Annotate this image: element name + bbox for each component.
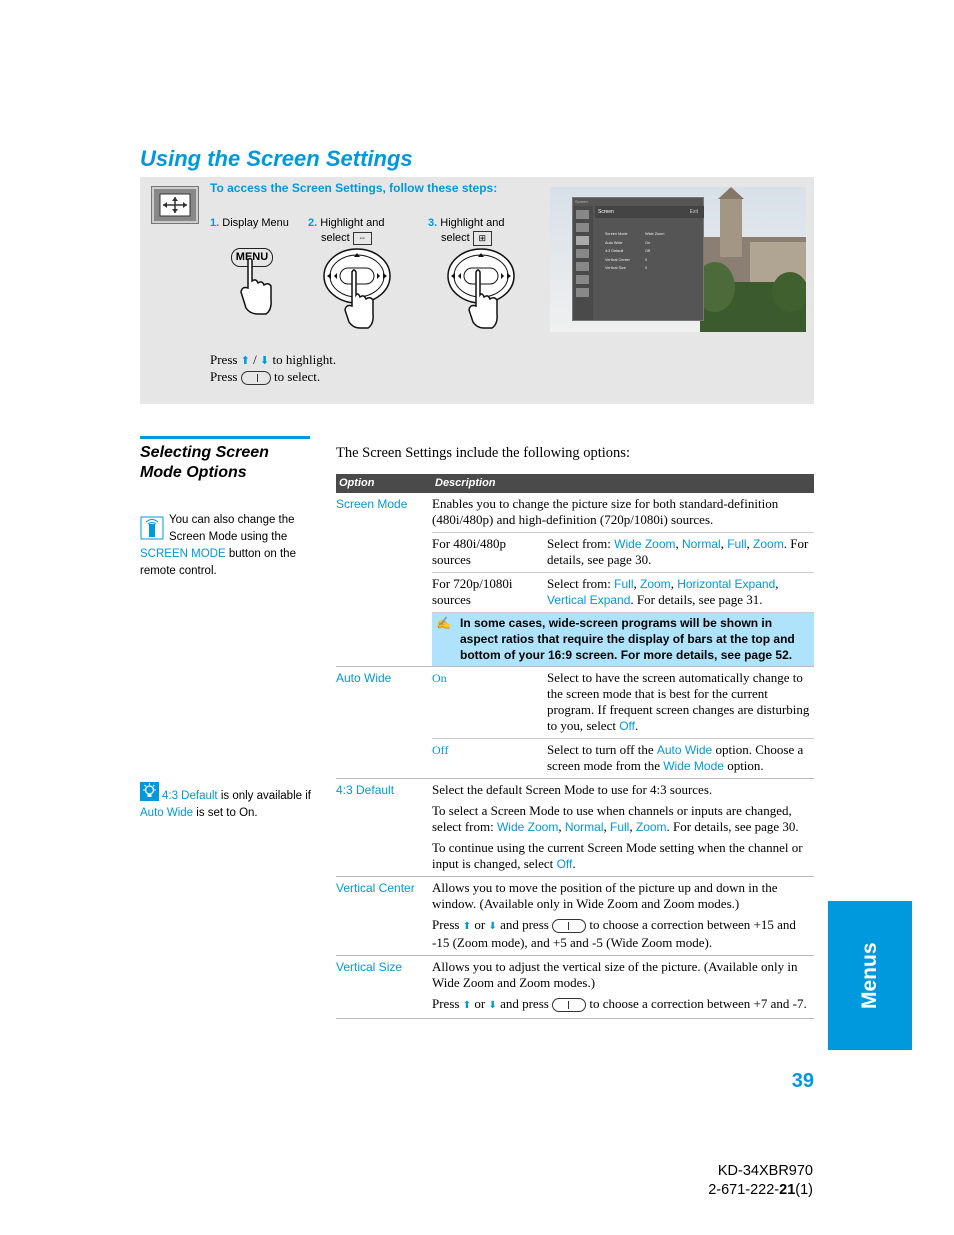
auto-wide-on-desc: Select to have the screen automatically change to the screen mode that is best for the current program. If frequent screen changes are disturbing to you, select Off. [547,667,814,739]
screen-mode-sub2-desc: Select from: Full, Zoom, Horizontal Expand, Vertical Expand. For details, see page 31. [547,573,814,613]
tv-screen-photo [550,187,806,332]
tv-menu-rows [605,230,664,273]
tv-menu-row: Screen Mode Wide Zoom [605,232,665,236]
option-screen-mode: Screen Mode [336,493,432,667]
arrow-down-icon: ⬇ [260,355,270,367]
default43-desc: Select the default Screen Mode to use for 4:3 sources. To select a Screen Mode to use when channels or inputs are changed, select from: Wide Zoom, Normal, Full, Zoom. For details, see page 30. To continue using the current Screen Mode setting when the channel or input is changed, select Off. [432,779,814,877]
intro-text: The Screen Settings include the following options: [336,445,630,461]
arrow-down-icon: ⬇ [488,1000,497,1011]
step-3: 3. Highlight and select ⊞ [428,217,505,245]
tv-menu-row: Vertical Center 0 [605,257,648,262]
enter-button-icon [241,371,271,385]
arrow-up-icon: ⬆ [240,355,250,367]
col-description-header: Description [432,474,814,493]
page-title: Using the Screen Settings [140,146,413,171]
arrow-down-icon: ⬇ [488,921,497,932]
auto-wide-off-label: Off [432,739,547,779]
screen-mode-sub1-label: For 480i/480p sources [432,533,547,573]
note-pencil-icon: ✍ [436,616,451,630]
page-number: 39 [791,1070,814,1092]
sidebar-heading: Selecting Screen Mode Options [140,444,269,481]
section-tab-label: Menus [858,942,881,1009]
tv-menu-row: Vertical Size 0 [605,266,648,270]
screen-small-icon: ⊞ [473,231,492,246]
auto-wide-off-desc: Select to turn off the Auto Wide option. Choose a screen mode from the Wide Mode option. [547,739,814,779]
remote-icon [140,516,164,540]
option-vertical-center: Vertical Center [336,877,432,956]
enter-button-icon [552,998,586,1012]
screen-mode-desc: Enables you to change the picture size for both standard-definition (480i/480p) and high-definition (720p/1080i) sources. [432,493,814,533]
menu-button-hand-illustration [228,248,278,318]
screen-settings-icon [151,186,199,224]
screen-mode-note: ✍ In some cases, wide-screen programs will be shown in aspect ratios that require the display of bars at the top and bottom of your 16:9 screen. For more details, see page 52. [432,613,814,667]
screen-mode-sub1-desc: Select from: Wide Zoom, Normal, Full, Zoom. For details, see page 30. [547,533,814,573]
tv-menu-row: 4:3 Default Off [605,249,650,253]
option-vertical-size: Vertical Size [336,956,432,1019]
model-info: KD-34XBR970 2-671-222-21(1) [708,1163,813,1198]
option-auto-wide: Auto Wide [336,667,432,779]
vertical-size-desc: Allows you to adjust the vertical size of the picture. (Available only in Wide Zoom and Zoom modes.) Press ⬆ or ⬇ and press to choose a correction between +7 and -7. [432,956,814,1019]
options-table [336,474,814,1019]
arrow-up-icon: ⬆ [462,1000,472,1011]
joystick-hand-illustration [446,248,516,330]
enter-button-icon [552,919,586,933]
vertical-center-desc: Allows you to move the position of the picture up and down in the window. (Available only in Wide Zoom and Zoom modes.) Press ⬆ or ⬇ and press to choose a correction between +15 and -15 (Zoom mode), and +5 and -5 (Wide Zoom mode). [432,877,814,956]
screen-small-icon: ⇔ [353,232,372,245]
screen-mode-sub2-label: For 720p/1080i sources [432,573,547,613]
tv-menu-panel [572,197,704,321]
remote-note: You can also change the Screen Mode using the [169,514,295,543]
sidebar-rule [140,436,310,439]
tip-note: 4:3 Default is only available if Auto Wide is set to On. [140,790,311,819]
access-heading: To access the Screen Settings, follow these steps: [210,181,498,195]
tv-menu-header: Screen Exit [595,206,704,218]
menu-button: MENU [231,248,273,267]
arrow-up-icon: ⬆ [462,921,472,932]
auto-wide-on-label: On [432,667,547,739]
remote-note-cont: SCREEN MODE button on the remote control. [140,548,296,577]
option-4-3-default: 4:3 Default [336,779,432,877]
tv-menu-breadcrumb: Screen [575,199,588,204]
press-instructions: Press ⬆ / ⬇ to highlight. Press to select. [210,352,337,384]
step-2: 2. Highlight and select ⇔ [308,217,385,244]
step-1: 1. Display Menu [210,217,289,229]
joystick-hand-illustration [322,248,392,330]
col-option-header: Option [336,474,432,493]
tv-menu-row: Auto Wide On [605,240,651,245]
